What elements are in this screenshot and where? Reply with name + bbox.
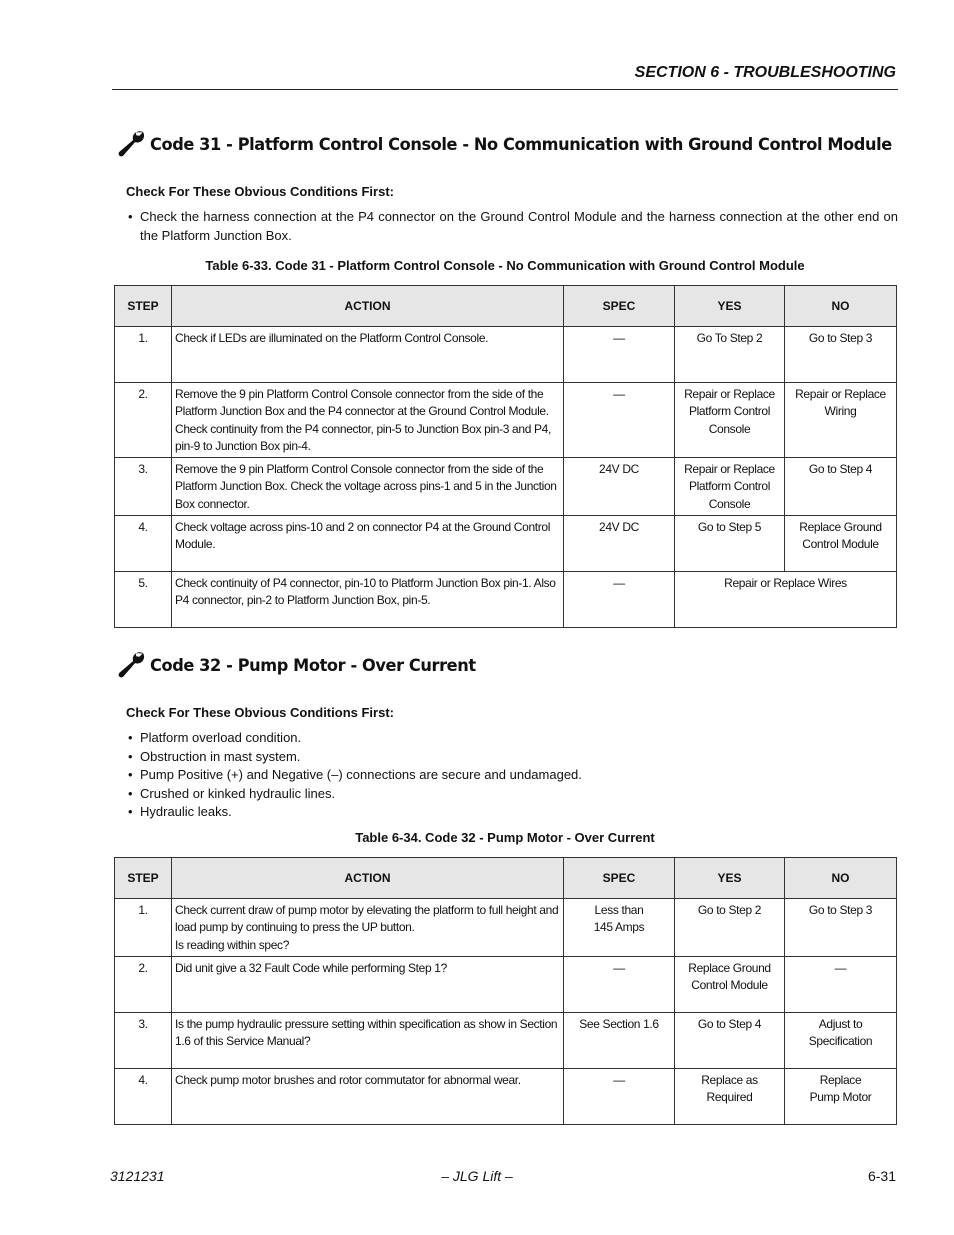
spec-cell: See Section 1.6 <box>564 1013 675 1069</box>
yes-cell: Repair or Replace Platform Control Console <box>675 383 785 458</box>
code32-table <box>114 857 897 1125</box>
col-header-spec: SPEC <box>564 286 675 327</box>
action-cell: Check current draw of pump motor by elevating the platform to full height and load pump by continuing to press the UP button. Is reading within spec? <box>172 899 564 957</box>
table-row <box>115 516 897 572</box>
step-cell: 2. <box>115 957 172 1013</box>
no-cell: Replace Ground Control Module <box>785 516 897 572</box>
yes-cell: Go To Step 2 <box>675 327 785 383</box>
table-row <box>115 957 897 1013</box>
code31-bullet-list <box>128 208 898 245</box>
list-item: • Check the harness connection at the P4 connector on the Ground Control Module and the harness connection at the other end on the Platform Junction Box. <box>128 209 898 243</box>
spec-cell: — <box>564 572 675 628</box>
step-cell: 1. <box>115 899 172 957</box>
no-cell: Go to Step 3 <box>785 327 897 383</box>
step-cell: 1. <box>115 327 172 383</box>
code31-table <box>114 285 897 628</box>
spec-cell: — <box>564 327 675 383</box>
table-row <box>115 327 897 383</box>
code31-table-caption: Table 6-33. Code 31 - Platform Control Console - No Communication with Ground Control Module <box>205 258 805 273</box>
list-item: • Platform overload condition. <box>128 730 302 745</box>
code32-title: Code 32 - Pump Motor - Over Current <box>150 655 476 675</box>
code31-heading <box>116 129 907 159</box>
yes-no-merged-cell: Repair or Replace Wires <box>675 572 897 628</box>
step-cell: 5. <box>115 572 172 628</box>
section-header: SECTION 6 - TROUBLESHOOTING <box>634 64 896 81</box>
table-row <box>115 383 897 458</box>
table-row <box>115 572 897 628</box>
action-cell: Did unit give a 32 Fault Code while performing Step 1? <box>172 957 564 1013</box>
yes-cell: Go to Step 5 <box>675 516 785 572</box>
yes-cell: Replace as Required <box>675 1069 785 1125</box>
spec-cell: — <box>564 957 675 1013</box>
col-header-action: ACTION <box>172 858 564 899</box>
col-header-action: ACTION <box>172 286 564 327</box>
spec-cell: — <box>564 1069 675 1125</box>
table-header-row <box>115 858 897 899</box>
code31-title: Code 31 - Platform Control Console - No Communication with Ground Control Module <box>150 134 892 154</box>
col-header-yes: YES <box>675 286 785 327</box>
table-row <box>115 1013 897 1069</box>
step-cell: 3. <box>115 458 172 516</box>
spec-cell: 24V DC <box>564 458 675 516</box>
action-cell: Check voltage across pins-10 and 2 on connector P4 at the Ground Control Module. <box>172 516 564 572</box>
code32-check-heading: Check For These Obvious Conditions First: <box>126 705 394 720</box>
step-cell: 4. <box>115 516 172 572</box>
yes-cell: Go to Step 4 <box>675 1013 785 1069</box>
no-cell: — <box>785 957 897 1013</box>
wrench-icon <box>116 650 146 680</box>
list-item: • Pump Positive (+) and Negative (–) connections are secure and undamaged. <box>128 767 582 782</box>
spec-cell: — <box>564 383 675 458</box>
table-row <box>115 458 897 516</box>
spec-cell: Less than 145 Amps <box>564 899 675 957</box>
list-item: • Obstruction in mast system. <box>128 748 301 764</box>
page-number: 6-31 <box>867 1168 896 1184</box>
no-cell: Go to Step 3 <box>785 899 897 957</box>
code32-bullet-list <box>128 729 898 822</box>
table-row <box>115 899 897 957</box>
col-header-yes: YES <box>675 858 785 899</box>
code32-table-caption: Table 6-34. Code 32 - Pump Motor - Over Current <box>355 830 655 845</box>
step-cell: 4. <box>115 1069 172 1125</box>
col-header-step: STEP <box>115 286 172 327</box>
col-header-no: NO <box>785 858 897 899</box>
publisher-name: – JLG Lift – <box>441 1168 513 1184</box>
action-cell: Is the pump hydraulic pressure setting within specification as show in Section 1.6 of this Service Manual? <box>172 1013 564 1069</box>
col-header-step: STEP <box>115 858 172 899</box>
action-cell: Check if LEDs are illuminated on the Platform Control Console. <box>172 327 564 383</box>
action-cell: Remove the 9 pin Platform Control Console connector from the side of the Platform Junction Box and the P4 connector at the Ground Control Module. Check continuity from the P4 connector, pin-5 to Junction Box pin-3 and P4, pin-9 to Junction Box pin-4. <box>172 383 564 458</box>
header-rule <box>112 89 898 90</box>
table-row <box>115 1069 897 1125</box>
no-cell: Replace Pump Motor <box>785 1069 897 1125</box>
action-cell: Check continuity of P4 connector, pin-10 to Platform Junction Box pin-1. Also P4 connector, pin-2 to Platform Junction Box, pin-5. <box>172 572 564 628</box>
list-item: • Crushed or kinked hydraulic lines. <box>128 785 336 801</box>
code32-heading <box>116 650 482 680</box>
doc-number: 3121231 <box>110 1168 165 1184</box>
table-header-row <box>115 286 897 327</box>
col-header-no: NO <box>785 286 897 327</box>
no-cell: Go to Step 4 <box>785 458 897 516</box>
step-cell: 2. <box>115 383 172 458</box>
spec-cell: 24V DC <box>564 516 675 572</box>
action-cell: Check pump motor brushes and rotor commutator for abnormal wear. <box>172 1069 564 1125</box>
step-cell: 3. <box>115 1013 172 1069</box>
col-header-spec: SPEC <box>564 858 675 899</box>
code31-check-heading: Check For These Obvious Conditions First: <box>126 184 394 199</box>
wrench-icon <box>116 129 146 159</box>
action-cell: Remove the 9 pin Platform Control Console connector from the side of the Platform Junction Box. Check the voltage across pins-1 and 5 in the Junction Box connector. <box>172 458 564 516</box>
no-cell: Adjust to Specification <box>785 1013 897 1069</box>
yes-cell: Repair or Replace Platform Control Console <box>675 458 785 516</box>
no-cell: Repair or Replace Wiring <box>785 383 897 458</box>
yes-cell: Replace Ground Control Module <box>675 957 785 1013</box>
list-item: • Hydraulic leaks. <box>128 804 232 819</box>
yes-cell: Go to Step 2 <box>675 899 785 957</box>
